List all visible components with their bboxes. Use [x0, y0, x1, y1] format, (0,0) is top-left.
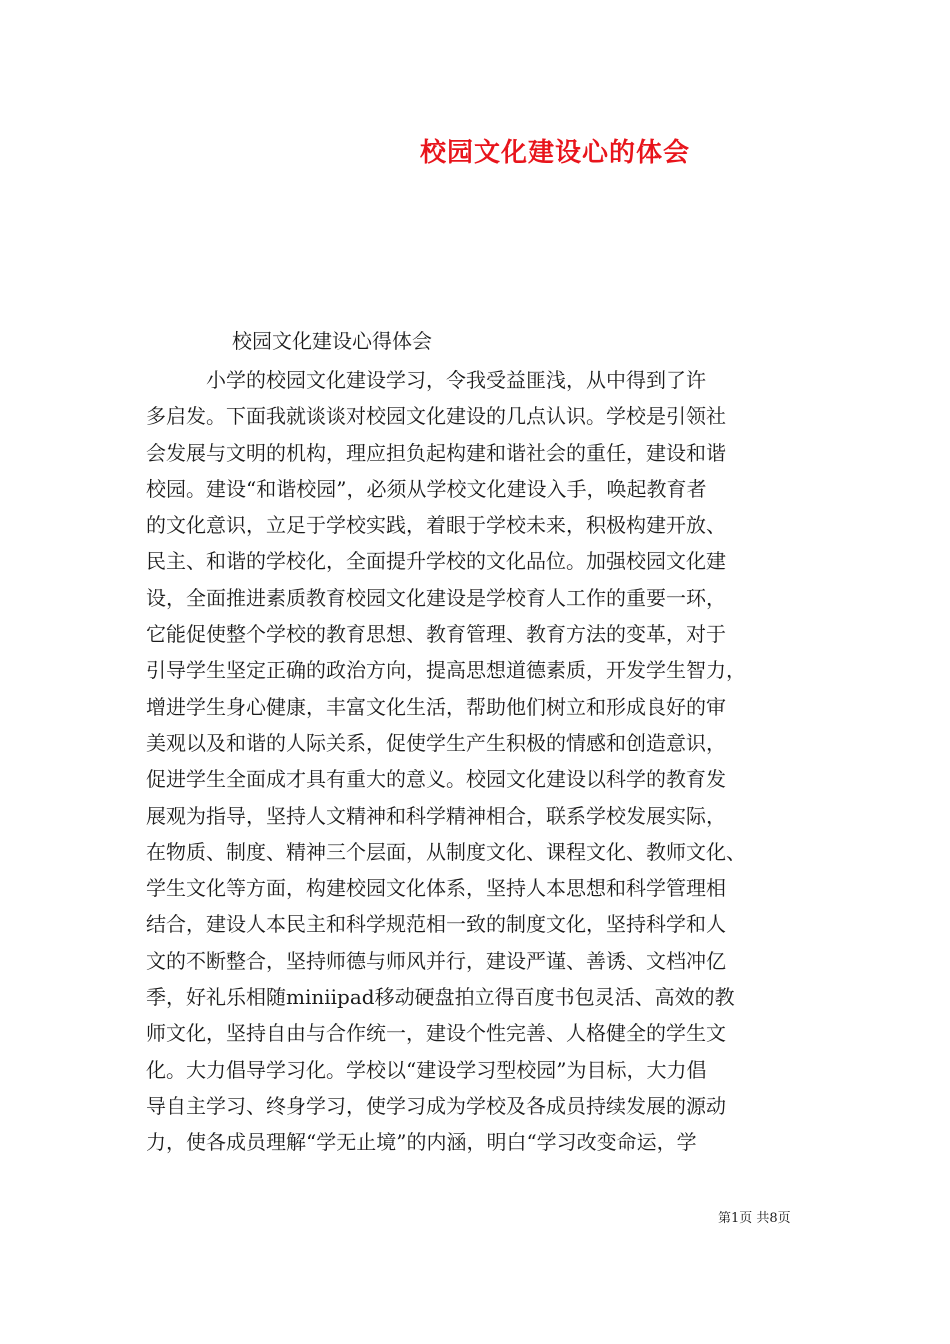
body-line: 设，全面推进素质教育校园文化建设是学校育人工作的重要一环， [146, 585, 726, 610]
body-line: 季，好礼乐相随miniipad移动硬盘拍立得百度书包灵活、高效的教 [146, 985, 735, 1010]
body-line: 文的不断整合，坚持师德与师风并行，建设严谨、善诱、文档冲亿 [146, 948, 726, 973]
body-line: 力，使各成员理解“学无止境”的内涵，明白“学习改变命运，学 [146, 1130, 697, 1155]
body-line: 学生文化等方面，构建校园文化体系，坚持人本思想和科学管理相 [146, 876, 726, 901]
body-line: 在物质、制度、精神三个层面，从制度文化、课程文化、教师文化、 [146, 839, 746, 864]
body-line: 师文化，坚持自由与合作统一，建设个性完善、人格健全的学生文 [146, 1021, 726, 1046]
body-line: 导自主学习、终身学习，使学习成为学校及各成员持续发展的源动 [146, 1093, 726, 1118]
body-line: 民主、和谐的学校化，全面提升学校的文化品位。加强校园文化建 [146, 549, 726, 574]
body-line: 校园。建设“和谐校园”，必须从学校文化建设入手，唤起教育者 [146, 476, 707, 501]
body-text [146, 362, 826, 1161]
body-line: 它能促使整个学校的教育思想、教育管理、教育方法的变革，对于 [146, 622, 726, 647]
document-subtitle: 校园文化建设心得体会 [232, 329, 432, 353]
body-line: 的文化意识，立足于学校实践，着眼于学校未来，积极构建开放、 [146, 513, 726, 538]
body-line: 美观以及和谐的人际关系，促使学生产生积极的情感和创造意识， [146, 730, 726, 755]
body-line: 化。大力倡导学习化。学校以“建设学习型校园”为目标，大力倡 [146, 1057, 707, 1082]
page-number: 第1页 共8页 [718, 1211, 791, 1226]
body-line: 展观为指导，坚持人文精神和科学精神相合，联系学校发展实际， [146, 803, 726, 828]
body-line: 结合，建设人本民主和科学规范相一致的制度文化，坚持科学和人 [146, 912, 726, 937]
body-line: 引导学生坚定正确的政治方向，提高思想道德素质，开发学生智力， [146, 658, 746, 683]
body-line: 多启发。下面我就谈谈对校园文化建设的几点认识。学校是引领社 [146, 404, 726, 429]
body-line: 会发展与文明的机构，理应担负起构建和谐社会的重任，建设和谐 [146, 440, 726, 465]
document-title: 校园文化建设心的体会 [420, 138, 691, 168]
body-line: 促进学生全面成才具有重大的意义。校园文化建设以科学的教育发 [146, 767, 726, 792]
body-line: 小学的校园文化建设学习，令我受益匪浅，从中得到了许 [146, 368, 706, 392]
body-line: 增进学生身心健康，丰富文化生活，帮助他们树立和形成良好的审 [146, 694, 726, 719]
